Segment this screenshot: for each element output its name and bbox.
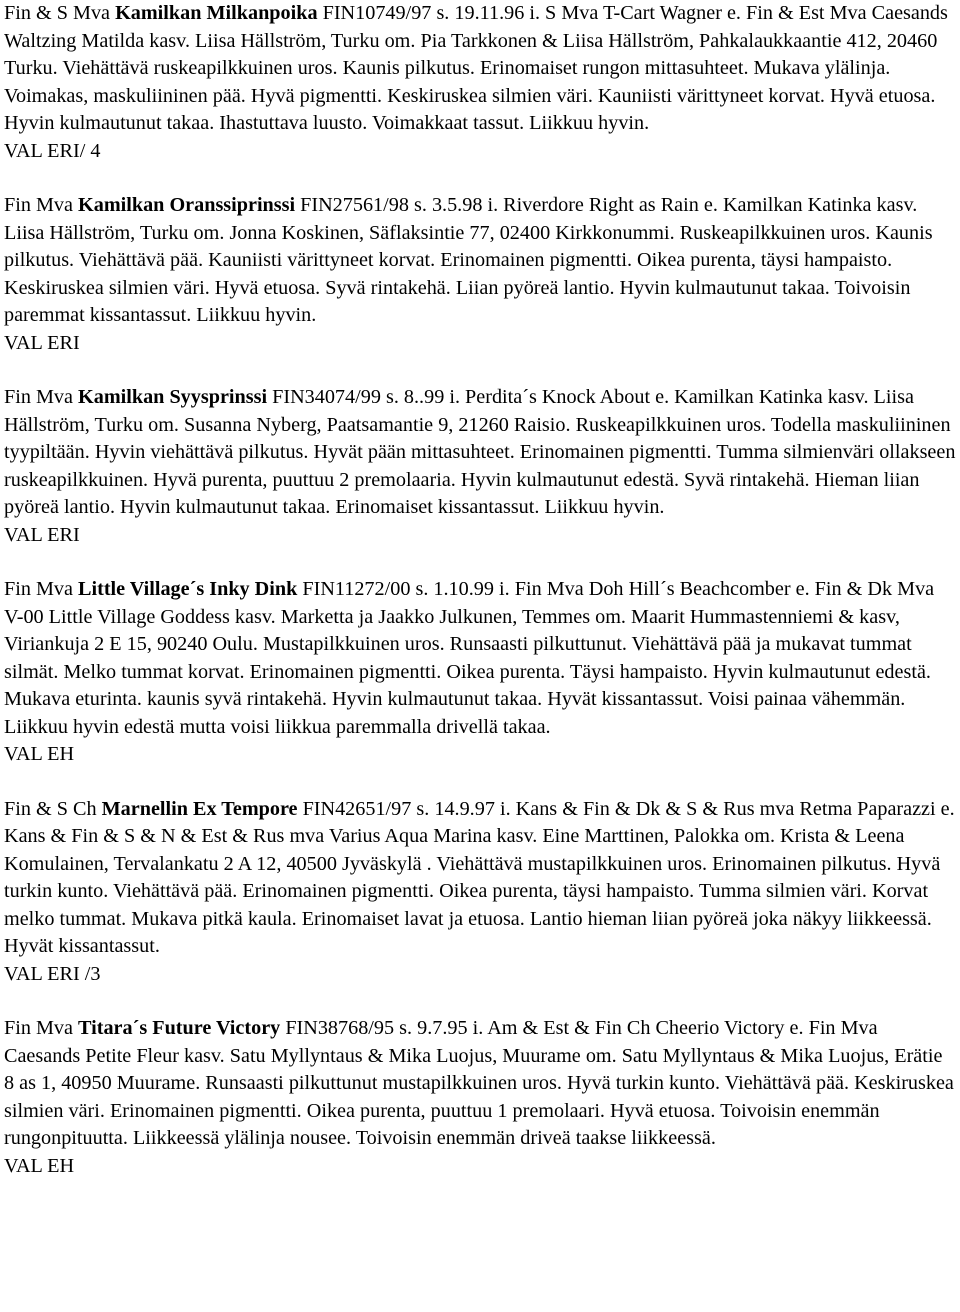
entry-text <box>4 0 956 138</box>
dog-name: Kamilkan Milkanpoika <box>115 2 318 24</box>
dog-entry-4 <box>4 576 956 769</box>
dog-name: Kamilkan Syysprinssi <box>78 386 268 408</box>
entry-rating: VAL ERI <box>4 523 80 546</box>
entry-body: FIN11272/00 s. 1.10.99 i. Fin Mva Doh Hill´s Beachcomber e. Fin & Dk Mva V-00 Little Village Goddess kasv. Marketta ja Jaakko Julkunen, Temmes om. Maarit Hummastenniemi & kasv, Viriankuja 2 E 15, 90240 Oulu. Mustapilkkuinen uros. Runsaasti pilkuttunut. Viehättävä pää ja mukavat tummat silmät. Melko tummat korvat. Erinomainen pigmentti. Oikea purenta. Täysi hampaisto. Hyvin kulmautunut edestä. Mukava eturinta. kaunis syvä rintakehä. Hyvin kulmautunut takaa. Hyvät kissantassut. Voisi painaa vähemmän. Liikkuu hyvin edestä mutta voisi liikkua paremmalla drivellä takaa. <box>4 578 935 738</box>
dog-entry-1 <box>4 0 956 165</box>
entry-rating: VAL EH <box>4 743 75 765</box>
entry-rating: VAL ERI /3 <box>4 962 101 985</box>
entry-body: FIN10749/97 s. 19.11.96 i. S Mva T-Cart Wagner e. Fin & Est Mva Caesands Waltzing Matilda kasv. Liisa Hällström, Turku om. Pia Tarkkonen & Liisa Hällström, Pahkalaukkaantie 412, 20460 Turku. Viehättävä ruskeapilkkuinen uros. Kaunis pilkutus. Erinomaiset rungon mittasuhteet. Mukava ylälinja. Voimakas, maskuliininen pää. Hyvä pigmentti. Keskiruskea silmien väri. Kauniisti värittyneet korvat. Hyvä etuosa. Hyvin kulmautunut takaa. Ihastuttava luusto. Voimakkaat tassut. Liikkuu hyvin. <box>4 2 948 134</box>
entry-prefix: Fin Mva <box>4 194 79 216</box>
dog-entry-6 <box>4 1015 956 1180</box>
entry-prefix: Fin Mva <box>4 386 79 408</box>
entry-text <box>4 192 956 330</box>
entry-prefix: Fin Mva <box>4 1017 79 1039</box>
dog-entry-3 <box>4 384 956 549</box>
entry-prefix: Fin & S Ch <box>4 797 102 820</box>
dog-name: Little Village´s Inky Dink <box>78 578 298 600</box>
entry-rating: VAL EH <box>4 1154 75 1177</box>
entry-text <box>4 1015 956 1153</box>
dog-name: Kamilkan Oranssiprinssi <box>78 194 296 216</box>
entry-body: FIN42651/97 s. 14.9.97 i. Kans & Fin & Dk & S & Rus mva Retma Paparazzi e. Kans & Fin & S & N & Est & Rus mva Varius Aqua Marina kasv. Eine Marttinen, Palokka om. Krista & Leena Komulainen, Tervalankatu 2 A 12, 40500 Jyväskylä . Viehättävä mustapilkkuinen uros. Erinomainen pilkutus. Hyvä turkin kunto. Viehättävä pää. Erinomainen pigmentti. Oikea purenta, täysi hampaisto. Tumma silmien väri. Korvat melko tummat. Mukava pitkä kaula. Erinomaiset lavat ja etuosa. Lantio hieman liian pyöreä joka näkyy liikkeessä. Hyvät kissantassut. <box>4 797 955 957</box>
dog-name: Marnellin Ex Tempore <box>101 797 298 820</box>
entry-body: FIN27561/98 s. 3.5.98 i. Riverdore Right as Rain e. Kamilkan Katinka kasv. Liisa Hällström, Turku om. Jonna Koskinen, Säflaksintie 77, 02400 Kirkkonummi. Ruskeapilkkuinen uros. Kaunis pilkutus. Viehättävä pää. Kauniisti värittyneet korvat. Erinomainen pigmentti. Oikea purenta, täysi hampaisto. Keskiruskea silmien väri. Hyvä etuosa. Syvä rintakehä. Liian pyöreä lantio. Hyvin kulmautunut takaa. Toivoisin paremmat kissantassut. Liikkuu hyvin. <box>4 194 933 326</box>
entry-text <box>4 384 956 522</box>
entry-text <box>4 576 956 741</box>
entry-body: FIN34074/99 s. 8..99 i. Perdita´s Knock About e. Kamilkan Katinka kasv. Liisa Hällström, Turku om. Susanna Nyberg, Paatsamantie 9, 21260 Raisio. Ruskeapilkkuinen uros. Todella maskuliininen tyypiltään. Hyvin viehättävä pilkutus. Hyvät pään mittasuhteet. Erinomainen pigmentti. Tumma silmienväri ollakseen ruskeapilkkuinen. Hyvä purenta, puuttuu 2 premolaaria. Hyvin kulmautunut edestä. Syvä rintakehä. Hieman liian pyöreä lantio. Hyvin kulmautunut takaa. Erinomaiset kissantassut. Liikkuu hyvin. <box>4 386 956 518</box>
entry-body: FIN38768/95 s. 9.7.95 i. Am & Est & Fin Ch Cheerio Victory e. Fin Mva Caesands Petite Fleur kasv. Satu Myllyntaus & Mika Luojus, Muurame om. Satu Myllyntaus & Mika Luojus, Erätie 8 as 1, 40950 Muurame. Runsaasti pilkuttunut mustapilkkuinen uros. Hyvä turkin kunto. Viehättävä pää. Keskiruskea silmien väri. Erinomainen pigmentti. Oikea purenta, puuttuu 1 premolaari. Hyvä etuosa. Toivoisin enemmän rungonpituutta. Liikkeessä ylälinja nousee. Toivoisin enemmän driveä taakse liikkeessä. <box>4 1017 954 1149</box>
entry-prefix: Fin Mva <box>4 578 79 600</box>
dog-entry-5 <box>4 796 956 989</box>
entry-text <box>4 796 956 961</box>
dog-name: Titara´s Future Victory <box>78 1017 281 1039</box>
entry-prefix: Fin & S Mva <box>4 2 116 24</box>
entry-rating: VAL ERI <box>4 331 80 354</box>
dog-entry-2 <box>4 192 956 357</box>
entry-rating: VAL ERI/ 4 <box>4 139 101 162</box>
